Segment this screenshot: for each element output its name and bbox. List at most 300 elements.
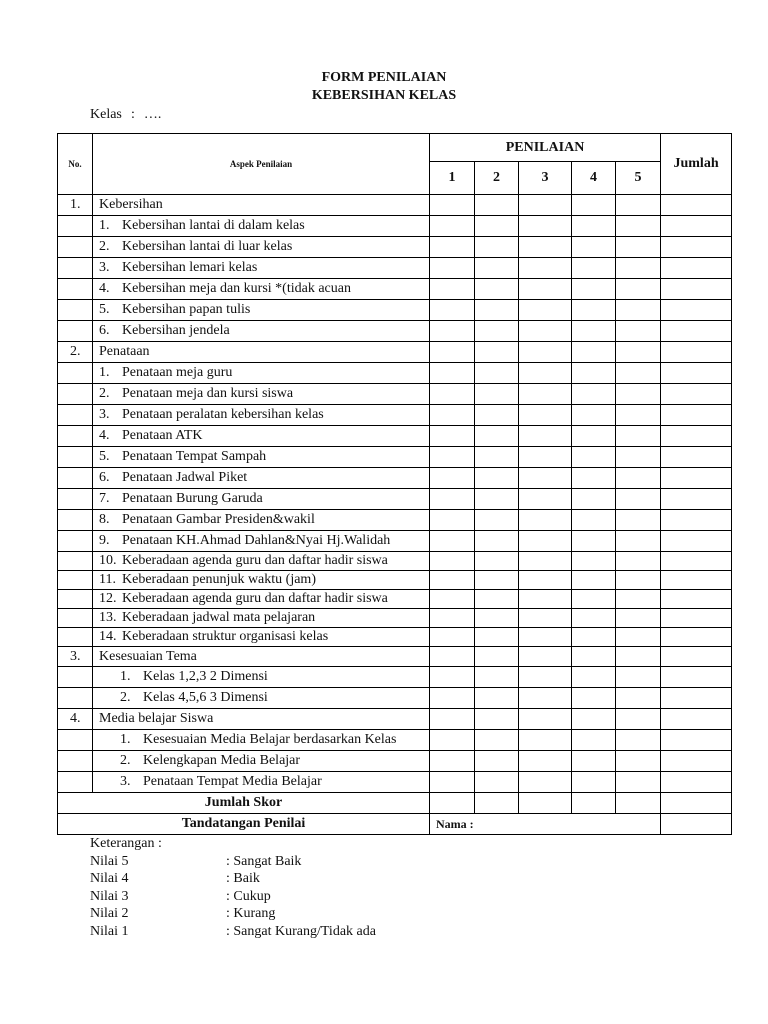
score-cell-5[interactable]	[616, 552, 661, 571]
jumlah-cell[interactable]	[661, 258, 732, 279]
jumlah-cell[interactable]	[661, 688, 732, 709]
score-cell-1[interactable]	[430, 489, 475, 510]
jumlah-cell[interactable]	[661, 195, 732, 216]
header-score-3: 3	[519, 162, 572, 195]
keterangan-title: Keterangan :	[90, 836, 162, 851]
item-number: 3.	[120, 774, 131, 789]
score-cell-5[interactable]	[616, 571, 661, 590]
score-cell-3[interactable]	[519, 510, 572, 531]
item-text: Penataan Tempat Media Belajar	[143, 774, 322, 789]
score-cell-1[interactable]	[430, 384, 475, 405]
item-number: 2.	[99, 386, 110, 401]
item-text: Keberadaan penunjuk waktu (jam)	[122, 572, 316, 587]
jumlah-cell[interactable]	[661, 667, 732, 688]
score-cell-1[interactable]	[430, 300, 475, 321]
keterangan-label: Nilai 2	[90, 906, 129, 922]
row-aspek	[93, 609, 430, 628]
score-cell-5[interactable]	[616, 237, 661, 258]
table-row	[58, 321, 732, 342]
table-row	[58, 667, 732, 688]
item-number: 11.	[99, 572, 116, 587]
score-cell-2[interactable]	[475, 709, 519, 730]
score-cell-2[interactable]	[475, 426, 519, 447]
score-cell-3[interactable]	[519, 772, 572, 793]
row-number	[58, 447, 93, 468]
jumlah-cell[interactable]	[661, 609, 732, 628]
jumlah-cell[interactable]	[661, 342, 732, 363]
score-cell-2[interactable]	[475, 258, 519, 279]
score-cell-4[interactable]	[572, 609, 616, 628]
score-cell-2[interactable]	[475, 468, 519, 489]
item-text: Penataan Tempat Sampah	[122, 449, 267, 464]
jumlah-cell[interactable]	[661, 510, 732, 531]
nama-field[interactable]: Nama :	[430, 814, 661, 835]
score-cell-4[interactable]	[572, 384, 616, 405]
keterangan-item	[90, 853, 376, 871]
score-cell-3[interactable]	[519, 216, 572, 237]
score-cell-4[interactable]	[572, 730, 616, 751]
score-cell-1[interactable]	[430, 571, 475, 590]
item-text: Kesesuaian Tema	[99, 648, 197, 664]
score-cell-2[interactable]	[475, 751, 519, 772]
score-cell-2[interactable]	[475, 628, 519, 647]
score-cell-4[interactable]	[572, 363, 616, 384]
jumlah-cell[interactable]	[661, 447, 732, 468]
keterangan-item	[90, 923, 376, 941]
item-text: Kebersihan lantai di luar kelas	[122, 239, 293, 254]
jumlah-cell[interactable]	[661, 363, 732, 384]
score-cell-4[interactable]	[572, 447, 616, 468]
item-text: Keberadaan jadwal mata pelajaran	[122, 610, 316, 625]
score-cell-5[interactable]	[616, 709, 661, 730]
item-text: Penataan Gambar Presiden&wakil	[122, 512, 315, 527]
score-cell-4[interactable]	[572, 342, 616, 363]
score-cell-1[interactable]	[430, 628, 475, 647]
score-cell-1[interactable]	[430, 667, 475, 688]
score-cell-4[interactable]	[572, 590, 616, 609]
score-cell-3[interactable]	[519, 237, 572, 258]
item-number: 8.	[99, 512, 110, 527]
score-cell-3[interactable]	[519, 363, 572, 384]
jumlah-cell[interactable]	[661, 216, 732, 237]
score-cell-5[interactable]	[616, 531, 661, 552]
score-cell-5[interactable]	[616, 258, 661, 279]
table-row	[58, 489, 732, 510]
score-cell-1[interactable]	[430, 772, 475, 793]
keterangan-value: : Cukup	[226, 888, 271, 904]
score-cell-5[interactable]	[616, 647, 661, 667]
score-cell-4[interactable]	[572, 628, 616, 647]
score-cell-4[interactable]	[572, 195, 616, 216]
table-row	[58, 609, 732, 628]
item-number: 4.	[99, 281, 110, 296]
item-number: 2.	[99, 239, 110, 254]
item-number: 14.	[99, 629, 117, 644]
table-row	[58, 772, 732, 793]
score-cell-4[interactable]	[572, 237, 616, 258]
score-cell-1[interactable]	[430, 510, 475, 531]
table-row	[58, 300, 732, 321]
item-number: 3.	[99, 407, 110, 422]
score-cell-4[interactable]	[572, 258, 616, 279]
score-cell-4[interactable]	[572, 489, 616, 510]
table-row	[58, 468, 732, 489]
item-text: Penataan Burung Garuda	[122, 491, 263, 506]
score-cell-3[interactable]	[519, 489, 572, 510]
item-number: 4.	[99, 428, 110, 443]
score-cell-3[interactable]	[519, 279, 572, 300]
score-cell-4[interactable]	[572, 531, 616, 552]
score-cell-5[interactable]	[616, 426, 661, 447]
score-cell-1[interactable]	[430, 426, 475, 447]
keterangan-items	[90, 853, 376, 941]
item-number: 1.	[120, 669, 131, 684]
score-cell-4[interactable]	[572, 426, 616, 447]
score-cell-2[interactable]	[475, 279, 519, 300]
score-cell-2[interactable]	[475, 571, 519, 590]
score-cell-5[interactable]	[616, 405, 661, 426]
score-cell-2[interactable]	[475, 342, 519, 363]
score-cell-5[interactable]	[616, 730, 661, 751]
row-number	[58, 363, 93, 384]
row-aspek	[93, 531, 430, 552]
item-text: Kebersihan jendela	[122, 323, 230, 338]
row-number	[58, 531, 93, 552]
score-cell-2[interactable]	[475, 730, 519, 751]
score-cell-2[interactable]	[475, 590, 519, 609]
keterangan-item	[90, 905, 376, 923]
score-cell-3[interactable]	[519, 195, 572, 216]
score-cell-4[interactable]	[572, 772, 616, 793]
table-row	[58, 384, 732, 405]
row-number	[58, 321, 93, 342]
jumlah-skor-row	[58, 793, 732, 814]
score-cell-1[interactable]	[430, 688, 475, 709]
keterangan-label: Nilai 4	[90, 871, 129, 887]
score-cell-5[interactable]	[616, 510, 661, 531]
table-row	[58, 590, 732, 609]
score-cell-4[interactable]	[572, 688, 616, 709]
score-cell-3[interactable]	[519, 447, 572, 468]
jumlah-cell[interactable]	[661, 628, 732, 647]
jumlah-cell[interactable]	[661, 300, 732, 321]
row-number: 1.	[58, 195, 93, 216]
score-cell-4[interactable]	[572, 751, 616, 772]
score-cell-1[interactable]	[430, 279, 475, 300]
keterangan-label: Nilai 3	[90, 888, 129, 904]
item-text: Kelas 1,2,3 2 Dimensi	[143, 669, 268, 684]
table-body	[58, 195, 732, 793]
row-aspek	[93, 709, 430, 730]
item-text: Penataan	[99, 344, 150, 359]
tandatangan-signature-cell[interactable]	[661, 814, 732, 835]
score-cell-2[interactable]	[475, 510, 519, 531]
score-cell-5[interactable]	[616, 688, 661, 709]
score-cell-3[interactable]	[519, 405, 572, 426]
score-cell-5[interactable]	[616, 384, 661, 405]
score-cell-2[interactable]	[475, 363, 519, 384]
table-row	[58, 237, 732, 258]
row-aspek	[93, 590, 430, 609]
jumlah-cell[interactable]	[661, 384, 732, 405]
item-text: Penataan Jadwal Piket	[122, 470, 248, 485]
score-cell-1[interactable]	[430, 751, 475, 772]
score-cell-3[interactable]	[519, 384, 572, 405]
row-number	[58, 688, 93, 709]
row-aspek	[93, 342, 430, 363]
jumlah-cell[interactable]	[661, 571, 732, 590]
row-aspek	[93, 647, 430, 667]
score-cell-3[interactable]	[519, 667, 572, 688]
row-number	[58, 667, 93, 688]
form-title: FORM PENILAIAN	[321, 70, 447, 85]
score-cell-1[interactable]	[430, 552, 475, 571]
table-row	[58, 688, 732, 709]
row-number	[58, 237, 93, 258]
score-cell-1[interactable]	[430, 468, 475, 489]
score-cell-3[interactable]	[519, 647, 572, 667]
form-subtitle: KEBERSIHAN KELAS	[311, 88, 457, 103]
item-text: Penataan meja guru	[122, 365, 233, 380]
score-cell-2[interactable]	[475, 237, 519, 258]
score-cell-2[interactable]	[475, 688, 519, 709]
item-number: 7.	[99, 491, 110, 506]
table-row	[58, 195, 732, 216]
score-cell-5[interactable]	[616, 321, 661, 342]
score-cell-3[interactable]	[519, 688, 572, 709]
row-aspek	[93, 216, 430, 237]
score-cell-5[interactable]	[616, 363, 661, 384]
score-cell-4[interactable]	[572, 321, 616, 342]
row-aspek	[93, 772, 430, 793]
score-cell-3[interactable]	[519, 426, 572, 447]
score-cell-1[interactable]	[430, 321, 475, 342]
score-cell-4[interactable]	[572, 552, 616, 571]
score-cell-3[interactable]	[519, 468, 572, 489]
header-jumlah: Jumlah	[661, 134, 732, 195]
score-cell-2[interactable]	[475, 447, 519, 468]
score-cell-2[interactable]	[475, 531, 519, 552]
jumlah-skor-cell-2[interactable]	[475, 793, 519, 814]
score-cell-4[interactable]	[572, 667, 616, 688]
score-cell-4[interactable]	[572, 510, 616, 531]
jumlah-cell[interactable]	[661, 237, 732, 258]
row-number	[58, 628, 93, 647]
score-cell-3[interactable]	[519, 258, 572, 279]
header-score-2: 2	[475, 162, 519, 195]
score-cell-4[interactable]	[572, 405, 616, 426]
row-aspek	[93, 321, 430, 342]
item-number: 2.	[120, 690, 131, 705]
row-aspek	[93, 405, 430, 426]
kelas-value[interactable]: ….	[143, 107, 162, 122]
jumlah-cell[interactable]	[661, 709, 732, 730]
score-cell-4[interactable]	[572, 571, 616, 590]
score-cell-1[interactable]	[430, 590, 475, 609]
jumlah-cell[interactable]	[661, 531, 732, 552]
score-cell-5[interactable]	[616, 751, 661, 772]
jumlah-skor-cell-3[interactable]	[519, 793, 572, 814]
row-number	[58, 216, 93, 237]
table-row	[58, 447, 732, 468]
row-number	[58, 258, 93, 279]
table-row	[58, 751, 732, 772]
jumlah-cell[interactable]	[661, 772, 732, 793]
item-text: Kebersihan lantai di dalam kelas	[122, 218, 305, 233]
score-cell-1[interactable]	[430, 258, 475, 279]
score-cell-2[interactable]	[475, 405, 519, 426]
table-header-row	[58, 134, 732, 162]
score-cell-1[interactable]	[430, 709, 475, 730]
score-cell-1[interactable]	[430, 647, 475, 667]
score-cell-1[interactable]	[430, 531, 475, 552]
table-row	[58, 258, 732, 279]
table-row	[58, 216, 732, 237]
jumlah-cell[interactable]	[661, 647, 732, 667]
row-aspek	[93, 688, 430, 709]
table-row	[58, 405, 732, 426]
row-aspek	[93, 510, 430, 531]
score-cell-3[interactable]	[519, 628, 572, 647]
score-cell-3[interactable]	[519, 709, 572, 730]
jumlah-cell[interactable]	[661, 426, 732, 447]
score-cell-1[interactable]	[430, 195, 475, 216]
keterangan-value: : Sangat Kurang/Tidak ada	[226, 923, 376, 939]
row-aspek	[93, 426, 430, 447]
jumlah-skor-total[interactable]	[661, 793, 732, 814]
item-text: Keberadaan struktur organisasi kelas	[122, 629, 329, 644]
table-row	[58, 571, 732, 590]
score-cell-3[interactable]	[519, 730, 572, 751]
score-cell-2[interactable]	[475, 195, 519, 216]
item-number: 1.	[99, 218, 110, 233]
score-cell-2[interactable]	[475, 216, 519, 237]
jumlah-cell[interactable]	[661, 751, 732, 772]
score-cell-5[interactable]	[616, 628, 661, 647]
score-cell-5[interactable]	[616, 609, 661, 628]
score-cell-2[interactable]	[475, 667, 519, 688]
kelas-label: Kelas	[90, 107, 122, 122]
tandatangan-row	[58, 814, 732, 835]
score-cell-2[interactable]	[475, 384, 519, 405]
item-text: Kesesuaian Media Belajar berdasarkan Kelas	[143, 732, 397, 747]
score-cell-1[interactable]	[430, 609, 475, 628]
score-cell-5[interactable]	[616, 195, 661, 216]
item-text: Kebersihan	[99, 197, 163, 212]
score-cell-5[interactable]	[616, 279, 661, 300]
score-cell-2[interactable]	[475, 609, 519, 628]
tandatangan-label: Tandatangan Penilai	[58, 814, 430, 835]
score-cell-4[interactable]	[572, 647, 616, 667]
row-aspek	[93, 258, 430, 279]
score-cell-4[interactable]	[572, 709, 616, 730]
row-aspek	[93, 384, 430, 405]
table-row	[58, 531, 732, 552]
score-cell-2[interactable]	[475, 300, 519, 321]
table-row	[58, 628, 732, 647]
score-cell-3[interactable]	[519, 552, 572, 571]
jumlah-cell[interactable]	[661, 405, 732, 426]
row-number: 4.	[58, 709, 93, 730]
item-text: Kebersihan lemari kelas	[122, 260, 258, 275]
row-number	[58, 468, 93, 489]
row-number	[58, 279, 93, 300]
item-number: 1.	[99, 365, 110, 380]
jumlah-cell[interactable]	[661, 730, 732, 751]
score-cell-2[interactable]	[475, 321, 519, 342]
score-cell-3[interactable]	[519, 571, 572, 590]
row-aspek	[93, 447, 430, 468]
item-number: 9.	[99, 533, 110, 548]
score-cell-5[interactable]	[616, 667, 661, 688]
score-cell-4[interactable]	[572, 279, 616, 300]
score-cell-5[interactable]	[616, 300, 661, 321]
score-cell-4[interactable]	[572, 468, 616, 489]
score-cell-5[interactable]	[616, 342, 661, 363]
score-cell-2[interactable]	[475, 647, 519, 667]
score-cell-3[interactable]	[519, 531, 572, 552]
score-cell-4[interactable]	[572, 300, 616, 321]
score-cell-3[interactable]	[519, 609, 572, 628]
jumlah-cell[interactable]	[661, 279, 732, 300]
row-number	[58, 300, 93, 321]
score-cell-3[interactable]	[519, 751, 572, 772]
score-cell-5[interactable]	[616, 772, 661, 793]
item-number: 2.	[120, 753, 131, 768]
score-cell-3[interactable]	[519, 321, 572, 342]
score-cell-3[interactable]	[519, 300, 572, 321]
score-cell-2[interactable]	[475, 772, 519, 793]
jumlah-skor-cell-4[interactable]	[572, 793, 616, 814]
score-cell-2[interactable]	[475, 489, 519, 510]
header-penilaian: PENILAIAN	[430, 134, 661, 162]
score-cell-1[interactable]	[430, 405, 475, 426]
keterangan-value: : Baik	[226, 871, 260, 887]
header-score-1: 1	[430, 162, 475, 195]
jumlah-cell[interactable]	[661, 489, 732, 510]
score-cell-3[interactable]	[519, 590, 572, 609]
assessment-table	[57, 133, 732, 835]
score-cell-3[interactable]	[519, 342, 572, 363]
score-cell-2[interactable]	[475, 552, 519, 571]
jumlah-cell[interactable]	[661, 468, 732, 489]
jumlah-cell[interactable]	[661, 590, 732, 609]
score-cell-5[interactable]	[616, 447, 661, 468]
score-cell-5[interactable]	[616, 489, 661, 510]
table-row	[58, 730, 732, 751]
jumlah-skor-cell-5[interactable]	[616, 793, 661, 814]
score-cell-1[interactable]	[430, 237, 475, 258]
score-cell-1[interactable]	[430, 730, 475, 751]
jumlah-cell[interactable]	[661, 321, 732, 342]
jumlah-skor-cell-1[interactable]	[430, 793, 475, 814]
item-number: 5.	[99, 449, 110, 464]
row-number	[58, 571, 93, 590]
row-aspek	[93, 571, 430, 590]
jumlah-cell[interactable]	[661, 552, 732, 571]
keterangan-legend	[90, 835, 376, 941]
score-cell-1[interactable]	[430, 363, 475, 384]
score-cell-5[interactable]	[616, 216, 661, 237]
score-cell-1[interactable]	[430, 342, 475, 363]
keterangan-value: : Sangat Baik	[226, 853, 302, 869]
score-cell-1[interactable]	[430, 216, 475, 237]
score-cell-5[interactable]	[616, 590, 661, 609]
score-cell-1[interactable]	[430, 447, 475, 468]
score-cell-4[interactable]	[572, 216, 616, 237]
row-aspek	[93, 489, 430, 510]
score-cell-5[interactable]	[616, 468, 661, 489]
